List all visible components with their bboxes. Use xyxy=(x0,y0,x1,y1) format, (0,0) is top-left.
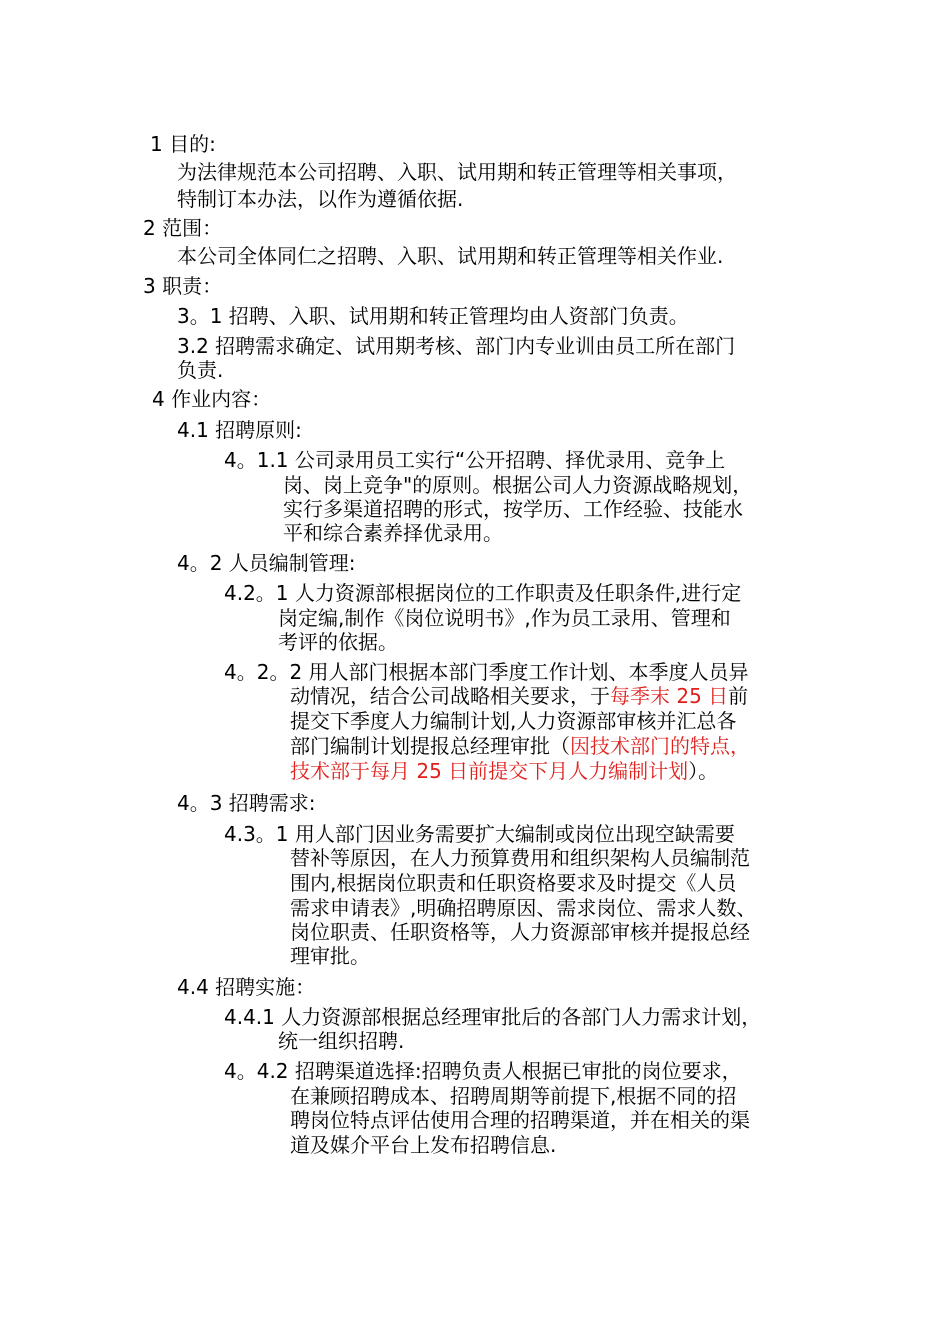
section-purpose-heading: 1 目的: xyxy=(150,132,216,156)
item-4-2-2 xyxy=(290,759,718,784)
section-purpose-text: 特制订本办法，以作为遵循依据. xyxy=(177,187,464,211)
item-4-2-1: 4.2。1 人力资源部根据岗位的工作职责及任职条件,进行定 xyxy=(224,581,742,605)
item-4-2-1: 岗定编,制作《岗位说明书》,作为员工录用、管理和 xyxy=(278,606,731,630)
subsection-4-3-heading: 4。3 招聘需求: xyxy=(177,791,316,815)
item-4-4-1: 统一组织招聘. xyxy=(278,1029,405,1053)
subsection-4-4-heading: 4.4 招聘实施： xyxy=(177,975,316,999)
duty-item-3-2: 3.2 招聘需求确定、试用期考核、部门内专业训由员工所在部门 xyxy=(177,334,736,358)
section-purpose-text: 为法律规范本公司招聘、入职、试用期和转正管理等相关事项， xyxy=(177,160,737,184)
item-4-3-1: 围内,根据岗位职责和任职资格要求及时提交《人员 xyxy=(290,871,737,895)
item-4-3-1: 需求申请表》,明确招聘原因、需求岗位、需求人数、 xyxy=(290,896,757,920)
item-4-2-2 xyxy=(290,734,750,759)
item-4-1-1: 4。1.1 公司录用员工实行“公开招聘、择优录用、竞争上 xyxy=(224,448,726,472)
item-4-2-2 xyxy=(290,684,748,709)
section-duties-heading: 3 职责： xyxy=(143,274,223,298)
item-4-2-2: 4。2。2 用人部门根据本部门季度工作计划、本季度人员异 xyxy=(224,660,749,684)
item-4-1-1: 平和综合素养择优录用。 xyxy=(283,521,503,545)
subsection-4-2-heading: 4。2 人员编制管理: xyxy=(177,551,356,575)
item-4-2-2: 提交下季度人力编制计划,人力资源部审核并汇总各 xyxy=(290,709,737,733)
item-4-3-1: 岗位职责、任职资格等，人力资源部审核并提报总经 xyxy=(290,920,750,944)
section-scope-heading: 2 范围： xyxy=(143,216,223,240)
item-4-4-1: 4.4.1 人力资源部根据总经理审批后的各部门人力需求计划， xyxy=(224,1005,762,1029)
duty-item-3-1: 3。1 招聘、入职、试用期和转正管理均由人资部门负责。 xyxy=(177,304,689,328)
item-4-4-2: 在兼顾招聘成本、招聘周期等前提下,根据不同的招 xyxy=(290,1084,737,1108)
item-4-3-1: 替补等原因，在人力预算费用和组织架构人员编制范 xyxy=(290,846,750,870)
item-4-2-2-text: ）。 xyxy=(688,759,719,783)
duty-item-3-2: 负责. xyxy=(177,358,224,382)
section-content-heading: 4 作业内容： xyxy=(152,387,272,411)
item-4-4-2: 4。4.2 招聘渠道选择:招聘负责人根据已审批的岗位要求， xyxy=(224,1059,742,1083)
item-4-4-2: 道及媒介平台上发布招聘信息. xyxy=(290,1133,557,1157)
item-4-4-2: 聘岗位特点评估使用合理的招聘渠道，并在相关的渠 xyxy=(290,1108,750,1132)
item-4-2-2-text: 部门编制计划提报总经理审批（ xyxy=(290,734,570,758)
item-4-3-1: 4.3。1 用人部门因业务需要扩大编制或岗位出现空缺需要 xyxy=(224,822,735,846)
item-4-1-1: 实行多渠道招聘的形式，按学历、工作经验、技能水 xyxy=(283,497,743,521)
tech-dept-note-highlight: 因技术部门的特点， xyxy=(570,734,750,758)
item-4-2-2-text: 前 xyxy=(728,684,749,708)
tech-dept-note-highlight: 技术部于每月 25 日前提交下月人力编制计划 xyxy=(290,759,689,783)
section-scope-text: 本公司全体同仁之招聘、入职、试用期和转正管理等相关作业. xyxy=(177,244,724,268)
item-4-2-2-text: 动情况，结合公司战略相关要求，于 xyxy=(290,684,610,708)
deadline-highlight: 每季末 25 日 xyxy=(610,684,729,708)
item-4-1-1: 岗、岗上竞争"的原则。根据公司人力资源战略规划， xyxy=(283,473,753,497)
item-4-2-1: 考评的依据。 xyxy=(278,630,398,654)
item-4-3-1: 理审批。 xyxy=(290,944,370,968)
subsection-4-1-heading: 4.1 招聘原则: xyxy=(177,418,302,442)
